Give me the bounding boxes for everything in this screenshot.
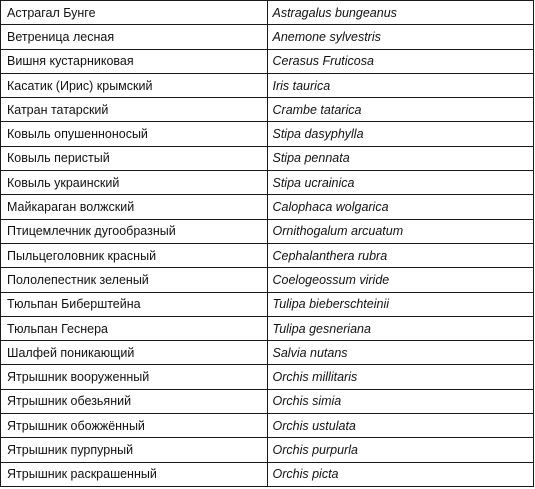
russian-name-cell: Пыльцеголовник красный xyxy=(1,243,268,267)
latin-name-cell: Salvia nutans xyxy=(267,341,534,365)
russian-name-cell: Ветреница лесная xyxy=(1,25,268,49)
latin-name-cell: Orchis simia xyxy=(267,389,534,413)
table-row xyxy=(1,268,534,292)
table-row xyxy=(1,292,534,316)
latin-name-cell: Iris taurica xyxy=(267,73,534,97)
russian-name-cell: Ятрышник раскрашенный xyxy=(1,462,268,486)
russian-name-cell: Астрагал Бунге xyxy=(1,1,268,25)
table-row xyxy=(1,219,534,243)
latin-name-cell: Astragalus bungeanus xyxy=(267,1,534,25)
table-row xyxy=(1,122,534,146)
russian-name-cell: Ковыль опушенноносый xyxy=(1,122,268,146)
latin-name-cell: Crambe tatarica xyxy=(267,98,534,122)
latin-name-cell: Tulipa gesneriana xyxy=(267,316,534,340)
russian-name-cell: Ковыль украинский xyxy=(1,171,268,195)
russian-name-cell: Тюльпан Биберштейна xyxy=(1,292,268,316)
species-table-body xyxy=(1,1,534,487)
table-row xyxy=(1,365,534,389)
latin-name-cell: Calophaca wolgarica xyxy=(267,195,534,219)
russian-name-cell: Ятрышник пурпурный xyxy=(1,438,268,462)
table-row xyxy=(1,389,534,413)
russian-name-cell: Шалфей поникающий xyxy=(1,341,268,365)
latin-name-cell: Stipa dasyphylla xyxy=(267,122,534,146)
latin-name-cell: Ornithogalum arcuatum xyxy=(267,219,534,243)
latin-name-cell: Stipa pennata xyxy=(267,146,534,170)
russian-name-cell: Тюльпан Геснера xyxy=(1,316,268,340)
russian-name-cell: Катран татарский xyxy=(1,98,268,122)
russian-name-cell: Птицемлечник дугообразный xyxy=(1,219,268,243)
russian-name-cell: Вишня кустарниковая xyxy=(1,49,268,73)
table-row xyxy=(1,1,534,25)
latin-name-cell: Orchis ustulata xyxy=(267,414,534,438)
latin-name-cell: Orchis millitaris xyxy=(267,365,534,389)
latin-name-cell: Cerasus Fruticosa xyxy=(267,49,534,73)
latin-name-cell: Orchis picta xyxy=(267,462,534,486)
table-row xyxy=(1,414,534,438)
latin-name-cell: Coelogeossum viride xyxy=(267,268,534,292)
table-row xyxy=(1,462,534,486)
russian-name-cell: Пололепестник зеленый xyxy=(1,268,268,292)
russian-name-cell: Ятрышник обезьяний xyxy=(1,389,268,413)
russian-name-cell: Ковыль перистый xyxy=(1,146,268,170)
table-row xyxy=(1,146,534,170)
latin-name-cell: Cephalanthera rubra xyxy=(267,243,534,267)
table-row xyxy=(1,25,534,49)
russian-name-cell: Ятрышник вооруженный xyxy=(1,365,268,389)
table-row xyxy=(1,316,534,340)
russian-name-cell: Касатик (Ирис) крымский xyxy=(1,73,268,97)
table-row xyxy=(1,243,534,267)
table-row xyxy=(1,171,534,195)
table-row xyxy=(1,98,534,122)
latin-name-cell: Tulipa bieberschteinii xyxy=(267,292,534,316)
latin-name-cell: Stipa ucrainica xyxy=(267,171,534,195)
table-row xyxy=(1,73,534,97)
table-row xyxy=(1,438,534,462)
latin-name-cell: Anemone sylvestris xyxy=(267,25,534,49)
russian-name-cell: Майкараган волжский xyxy=(1,195,268,219)
russian-name-cell: Ятрышник обожжённый xyxy=(1,414,268,438)
latin-name-cell: Orchis purpurla xyxy=(267,438,534,462)
table-row xyxy=(1,341,534,365)
table-row xyxy=(1,49,534,73)
table-row xyxy=(1,195,534,219)
